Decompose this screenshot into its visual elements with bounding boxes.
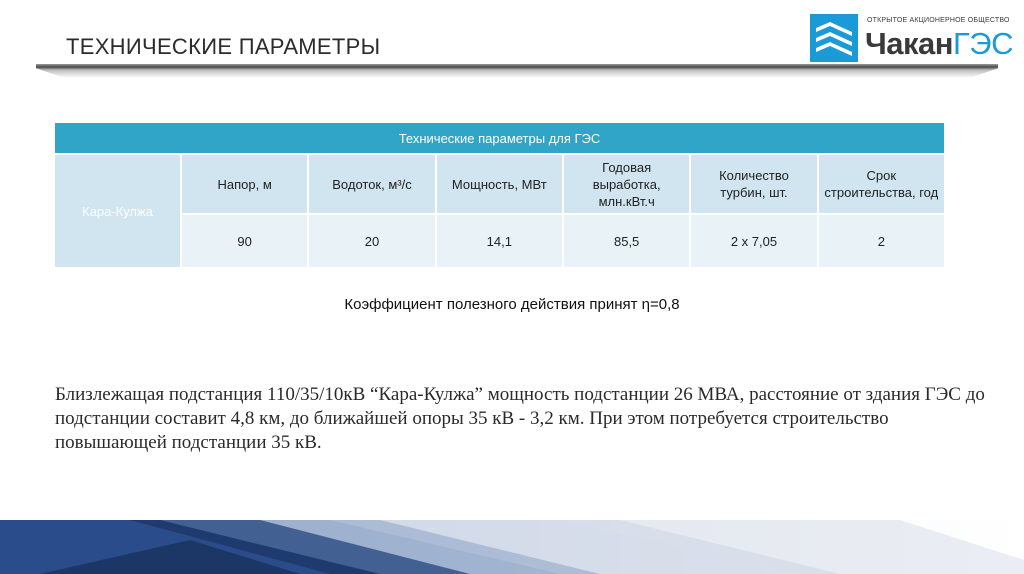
column-label: Напор, м	[181, 154, 308, 214]
column-label: Годовая выработка, млн.кВт.ч	[563, 154, 690, 214]
table-row	[54, 154, 945, 214]
plant-name-cell: Кара-Кулжа	[54, 154, 181, 268]
logo-wave-icon	[810, 14, 858, 62]
value-cell: 20	[308, 214, 435, 268]
logo-name-accent: ГЭС	[953, 26, 1013, 61]
logo-name-dark: Чакан	[865, 26, 954, 61]
title-underline	[36, 64, 998, 78]
logo-name	[865, 26, 1013, 62]
value-cell: 85,5	[563, 214, 690, 268]
slide-title: ТЕХНИЧЕСКИЕ ПАРАМЕТРЫ	[66, 34, 381, 59]
table-header-row	[54, 122, 945, 154]
efficiency-note: Коэффициент полезного действия принят η=0,8	[344, 296, 680, 313]
value-cell: 2	[818, 214, 945, 268]
table-caption: Технические параметры для ГЭС	[54, 122, 945, 154]
column-label: Количество турбин, шт.	[690, 154, 817, 214]
column-label: Срок строительства, год	[818, 154, 945, 214]
footer-decoration	[0, 520, 1024, 574]
parameters-table	[53, 121, 946, 269]
substation-description: Близлежащая подстанция 110/35/10кВ “Кара-Кулжа” мощность подстанции 26 МВА, расстояние от здания ГЭС до подстанции составит 4,8 км, до ближайшей опоры 35 кВ - 3,2 км. При этом потребуется строительство повышающей подстанции 35 кВ.	[55, 384, 985, 453]
company-logo	[810, 14, 1013, 64]
value-cell: 14,1	[436, 214, 563, 268]
logo-caption: ОТКРЫТОЕ АКЦИОНЕРНОЕ ОБЩЕСТВО	[867, 17, 1010, 24]
table-row	[54, 214, 945, 268]
column-label: Мощность, МВт	[436, 154, 563, 214]
column-label: Водоток, м³/с	[308, 154, 435, 214]
value-cell: 90	[181, 214, 308, 268]
value-cell: 2 х 7,05	[690, 214, 817, 268]
